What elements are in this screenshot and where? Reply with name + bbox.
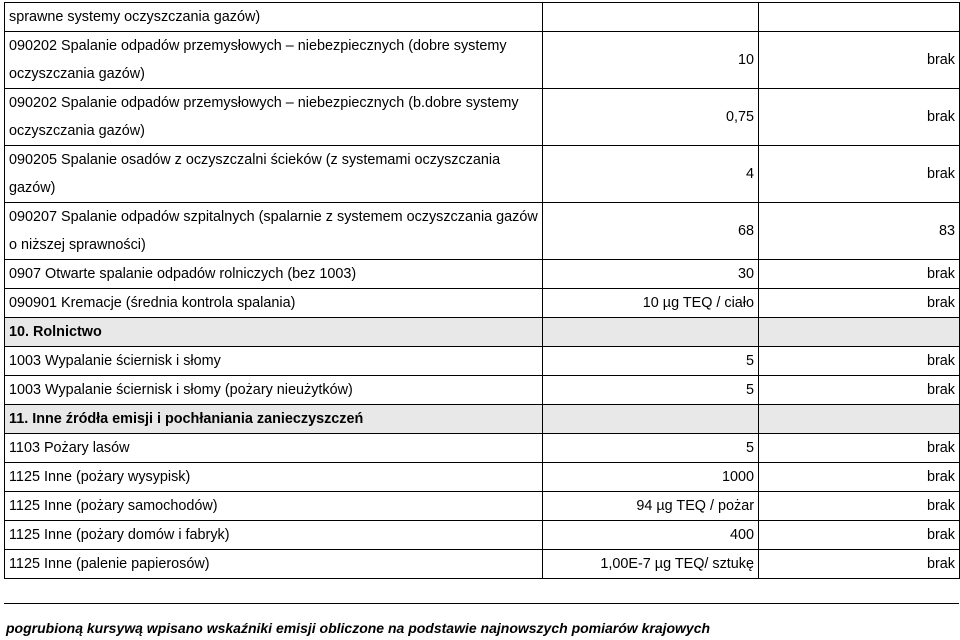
table-row — [5, 260, 960, 289]
limit-cell: brak — [759, 376, 960, 405]
source-description: 1125 Inne (pożary wysypisk) — [5, 463, 543, 492]
limit-cell: brak — [759, 550, 960, 579]
table-row — [5, 550, 960, 579]
limit-cell — [759, 318, 960, 347]
table-row — [5, 32, 960, 89]
source-description: 090202 Spalanie odpadów przemysłowych – niebezpiecznych (dobre systemy oczyszczania gazów) — [5, 32, 543, 89]
table-row — [5, 203, 960, 260]
emission-factor-cell — [543, 405, 759, 434]
limit-cell: brak — [759, 347, 960, 376]
limit-cell: 83 — [759, 203, 960, 260]
table-row — [5, 89, 960, 146]
source-description: 090901 Kremacje (średnia kontrola spalania) — [5, 289, 543, 318]
source-description: 1125 Inne (pożary samochodów) — [5, 492, 543, 521]
source-description: sprawne systemy oczyszczania gazów) — [5, 3, 543, 32]
table-row — [5, 463, 960, 492]
emission-factor-cell: 30 — [543, 260, 759, 289]
table-row — [5, 289, 960, 318]
emission-factor-cell: 10 — [543, 32, 759, 89]
source-description: 0907 Otwarte spalanie odpadów rolniczych (bez 1003) — [5, 260, 543, 289]
section-title: 10. Rolnictwo — [5, 318, 543, 347]
footnote-text: pogrubioną kursywą wpisano wskaźniki emisji obliczone na podstawie najnowszych pomiarów krajowych — [6, 620, 711, 636]
footnote-divider — [4, 603, 959, 604]
limit-cell — [759, 405, 960, 434]
table-row — [5, 521, 960, 550]
table-row — [5, 347, 960, 376]
table-row — [5, 492, 960, 521]
emission-factor-cell: 94 µg TEQ / pożar — [543, 492, 759, 521]
limit-cell: brak — [759, 146, 960, 203]
section-title: 11. Inne źródła emisji i pochłaniania zanieczyszczeń — [5, 405, 543, 434]
emission-factor-cell: 10 µg TEQ / ciało — [543, 289, 759, 318]
source-description: 090205 Spalanie osadów z oczyszczalni ścieków (z systemami oczyszczania gazów) — [5, 146, 543, 203]
section-header-row — [5, 405, 960, 434]
emission-factors-table — [4, 2, 960, 579]
limit-cell: brak — [759, 521, 960, 550]
section-header-row — [5, 318, 960, 347]
emission-factor-cell: 5 — [543, 376, 759, 405]
table-body — [5, 3, 960, 579]
source-description: 1125 Inne (palenie papierosów) — [5, 550, 543, 579]
limit-cell: brak — [759, 434, 960, 463]
emission-factor-cell: 68 — [543, 203, 759, 260]
emission-factor-cell: 400 — [543, 521, 759, 550]
limit-cell: brak — [759, 32, 960, 89]
emission-factor-cell: 4 — [543, 146, 759, 203]
source-description: 090202 Spalanie odpadów przemysłowych – niebezpiecznych (b.dobre systemy oczyszczania gazów) — [5, 89, 543, 146]
table-row — [5, 3, 960, 32]
limit-cell: brak — [759, 463, 960, 492]
emission-factor-cell: 1000 — [543, 463, 759, 492]
emission-factor-cell: 1,00E-7 µg TEQ/ sztukę — [543, 550, 759, 579]
limit-cell — [759, 3, 960, 32]
limit-cell: brak — [759, 492, 960, 521]
source-description: 1003 Wypalanie ściernisk i słomy — [5, 347, 543, 376]
table-row — [5, 146, 960, 203]
limit-cell: brak — [759, 89, 960, 146]
emission-factor-cell: 5 — [543, 434, 759, 463]
limit-cell: brak — [759, 289, 960, 318]
source-description: 1103 Pożary lasów — [5, 434, 543, 463]
emission-factor-cell: 5 — [543, 347, 759, 376]
source-description: 1125 Inne (pożary domów i fabryk) — [5, 521, 543, 550]
table-row — [5, 434, 960, 463]
emission-factor-cell — [543, 3, 759, 32]
table-row — [5, 376, 960, 405]
limit-cell: brak — [759, 260, 960, 289]
emission-factor-cell: 0,75 — [543, 89, 759, 146]
emission-factor-cell — [543, 318, 759, 347]
source-description: 1003 Wypalanie ściernisk i słomy (pożary nieużytków) — [5, 376, 543, 405]
source-description: 090207 Spalanie odpadów szpitalnych (spalarnie z systemem oczyszczania gazów o niższej sprawności) — [5, 203, 543, 260]
